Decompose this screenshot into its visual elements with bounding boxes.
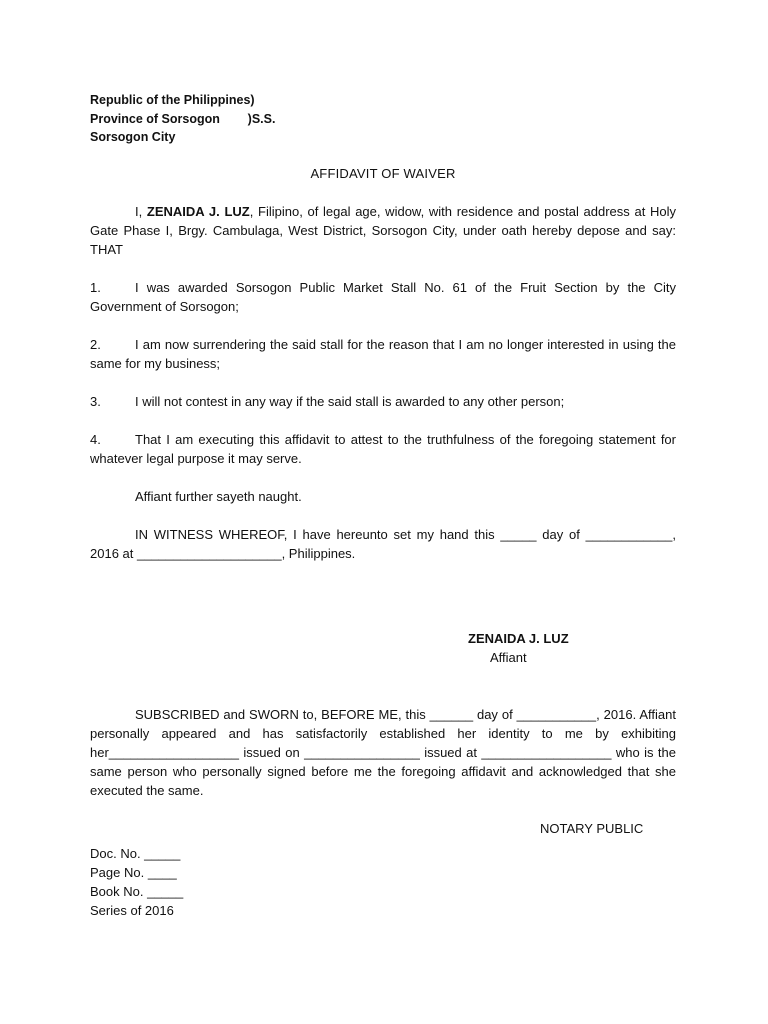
venue-country: Republic of the Philippines) — [90, 93, 255, 107]
doc-number: Doc. No. _____ — [90, 845, 181, 861]
venue-city: Sorsogon City — [90, 130, 176, 144]
numbered-item — [90, 278, 676, 316]
intro-prefix: I, — [135, 203, 147, 219]
item-number: 1. — [90, 279, 101, 295]
book-number: Book No. _____ — [90, 883, 184, 899]
notarial-register — [90, 844, 676, 920]
document-title: AFFIDAVIT OF WAIVER — [310, 165, 456, 181]
numbered-item — [90, 335, 676, 373]
signature-block — [468, 629, 628, 667]
venue-header — [90, 91, 676, 147]
affidavit-document — [90, 91, 676, 920]
jurat-paragraph: SUBSCRIBED and SWORN to, BEFORE ME, this ______ day of ___________, 2016. Affiant personally appeared and has satisfactorily established her identity to me by exhibiting her__________________ issued on ________________ issued at __________________ who is the same person who personally signed before me the foregoing affidavit and acknowledged that she executed the same. — [90, 706, 676, 798]
naught-statement: Affiant further sayeth naught. — [135, 488, 302, 504]
page-number: Page No. ____ — [90, 864, 177, 880]
item-number: 4. — [90, 431, 101, 447]
witness-paragraph: IN WITNESS WHEREOF, I have hereunto set my hand this _____ day of ____________, 2016 at ____________________, Philippines. — [90, 526, 676, 561]
signature-name: ZENAIDA J. LUZ — [468, 630, 569, 646]
item-text: I am now surrendering the said stall for the reason that I am no longer interested in using the same for my business; — [90, 336, 676, 371]
item-number: 3. — [90, 393, 101, 409]
venue-province: Province of Sorsogon )S.S. — [90, 111, 276, 126]
item-text: I was awarded Sorsogon Public Market Stall No. 61 of the Fruit Section by the City Government of Sorsogon; — [90, 279, 676, 314]
intro-paragraph — [90, 202, 676, 259]
item-text: I will not contest in any way if the said stall is awarded to any other person; — [135, 393, 565, 409]
numbered-item — [90, 392, 676, 411]
affiant-name-inline: ZENAIDA J. LUZ — [146, 203, 250, 219]
notary-public-label: NOTARY PUBLIC — [540, 820, 644, 836]
series-year: Series of 2016 — [90, 902, 174, 918]
numbered-item — [90, 430, 676, 468]
intro-body: , Filipino, of legal age, widow, with residence and postal address at Holy Gate Phase I, Brgy. Cambulaga, West District, Sorsogon City, under oath hereby depose and say: THAT — [90, 203, 676, 257]
item-text: That I am executing this affidavit to attest to the truthfulness of the foregoing statement for whatever legal purpose it may serve. — [90, 431, 676, 466]
signature-role: Affiant — [490, 649, 527, 665]
item-number: 2. — [90, 336, 101, 352]
